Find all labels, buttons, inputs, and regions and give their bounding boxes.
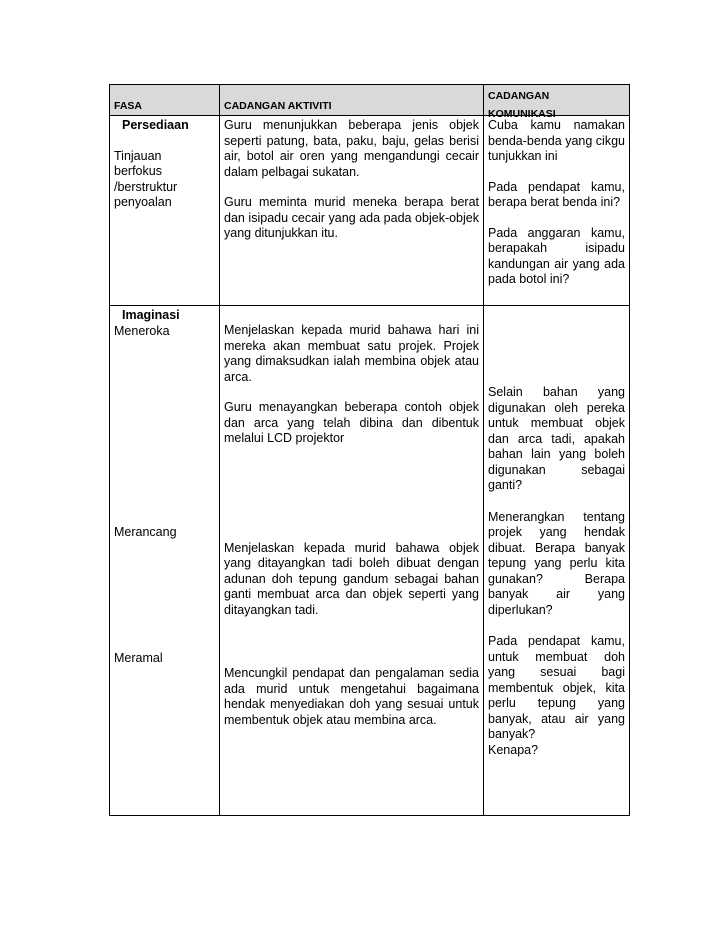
lesson-table — [109, 84, 630, 816]
komunikasi-paragraph: Pada pendapat kamu, berapa berat benda ini? — [488, 179, 625, 209]
header-komunikasi-line1: CADANGAN — [488, 90, 550, 102]
aktiviti-cell-imaginasi — [220, 306, 484, 816]
fasa-cell-imaginasi — [110, 306, 220, 816]
fasa-cell-persediaan — [110, 116, 220, 306]
komunikasi-paragraph: Cuba kamu namakan benda-benda yang cikgu tunjukkan ini — [488, 118, 625, 163]
header-komunikasi-cell — [484, 85, 630, 120]
header-fasa-cell — [110, 85, 220, 116]
fasa-meneroka: Meneroka — [114, 323, 170, 338]
aktiviti-paragraph: Guru menayangkan beberapa contoh objek dan arca yang telah dibina dan dibentuk melalui LCD projektor — [224, 400, 479, 445]
header-aktiviti: CADANGAN AKTIVITI — [224, 100, 332, 112]
komunikasi-paragraph: Selain bahan yang digunakan oleh pereka untuk membuat objek dan arca tadi, apakah bahan lain yang boleh digunakan sebagai ganti? — [488, 385, 625, 492]
aktiviti-paragraph: Menjelaskan kepada murid bahawa hari ini mereka akan membuat satu projek. Projek yang dimaksudkan ialah membina objek atau arca. — [224, 323, 479, 384]
table-row — [110, 116, 630, 306]
fasa-sub-line: berfokus — [114, 164, 162, 178]
header-aktiviti-cell — [220, 85, 484, 116]
aktiviti-paragraph: Mencungkil pendapat dan pengalaman sedia ada murid untuk mengetahui bagaimana hendak menyediakan doh yang sesuai untuk membentuk objek atau membina arca. — [224, 666, 479, 727]
aktiviti-paragraph: Guru menunjukkan beberapa jenis objek seperti patung, bata, paku, baju, gelas berisi air, botol air oren yang mengandungi cecair dalam pelbagai sukatan. — [224, 118, 479, 179]
fasa-title-imaginasi: Imaginasi — [122, 308, 180, 322]
aktiviti-paragraph: Menjelaskan kepada murid bahawa objek yang ditayangkan tadi boleh dibuat dengan adunan doh tepung gandum sebagai bahan ganti membuat arca dan objek seperti yang ditayangkan tadi. — [224, 540, 479, 617]
fasa-sub-line: Tinjauan — [114, 148, 162, 163]
header-komunikasi-line2: KOMUNIKASI — [488, 108, 556, 120]
table-row — [110, 306, 630, 816]
aktiviti-cell-persediaan — [220, 116, 484, 306]
header-fasa: FASA — [114, 100, 143, 112]
fasa-meramal: Meramal — [114, 650, 163, 665]
fasa-sub-line: penyoalan — [114, 195, 172, 209]
fasa-sub-line: /berstruktur — [114, 179, 178, 194]
header-komunikasi — [488, 87, 556, 123]
fasa-merancang: Merancang — [114, 525, 177, 539]
table-header-row — [110, 85, 630, 116]
komunikasi-paragraph: Pada pendapat kamu, untuk membuat doh yang sesuai bagi membentuk objek, kita perlu tepung yang banyak, atau air yang banyak? — [488, 634, 625, 741]
komunikasi-cell-imaginasi — [484, 306, 630, 816]
komunikasi-paragraph: Pada anggaran kamu, berapakah isipadu kandungan air yang ada pada botol ini? — [488, 225, 625, 286]
komunikasi-cell-persediaan — [484, 116, 630, 306]
komunikasi-paragraph: Menerangkan tentang projek yang hendak dibuat. Berapa banyak tepung yang perlu kita gunakan? Berapa banyak air yang diperlukan? — [488, 509, 625, 617]
komunikasi-paragraph: Kenapa? — [488, 742, 539, 757]
fasa-title-persediaan: Persediaan — [122, 118, 189, 132]
aktiviti-paragraph: Guru meminta murid meneka berapa berat dan isipadu cecair yang ada pada objek-objek yang ditunjukkan itu. — [224, 195, 479, 240]
